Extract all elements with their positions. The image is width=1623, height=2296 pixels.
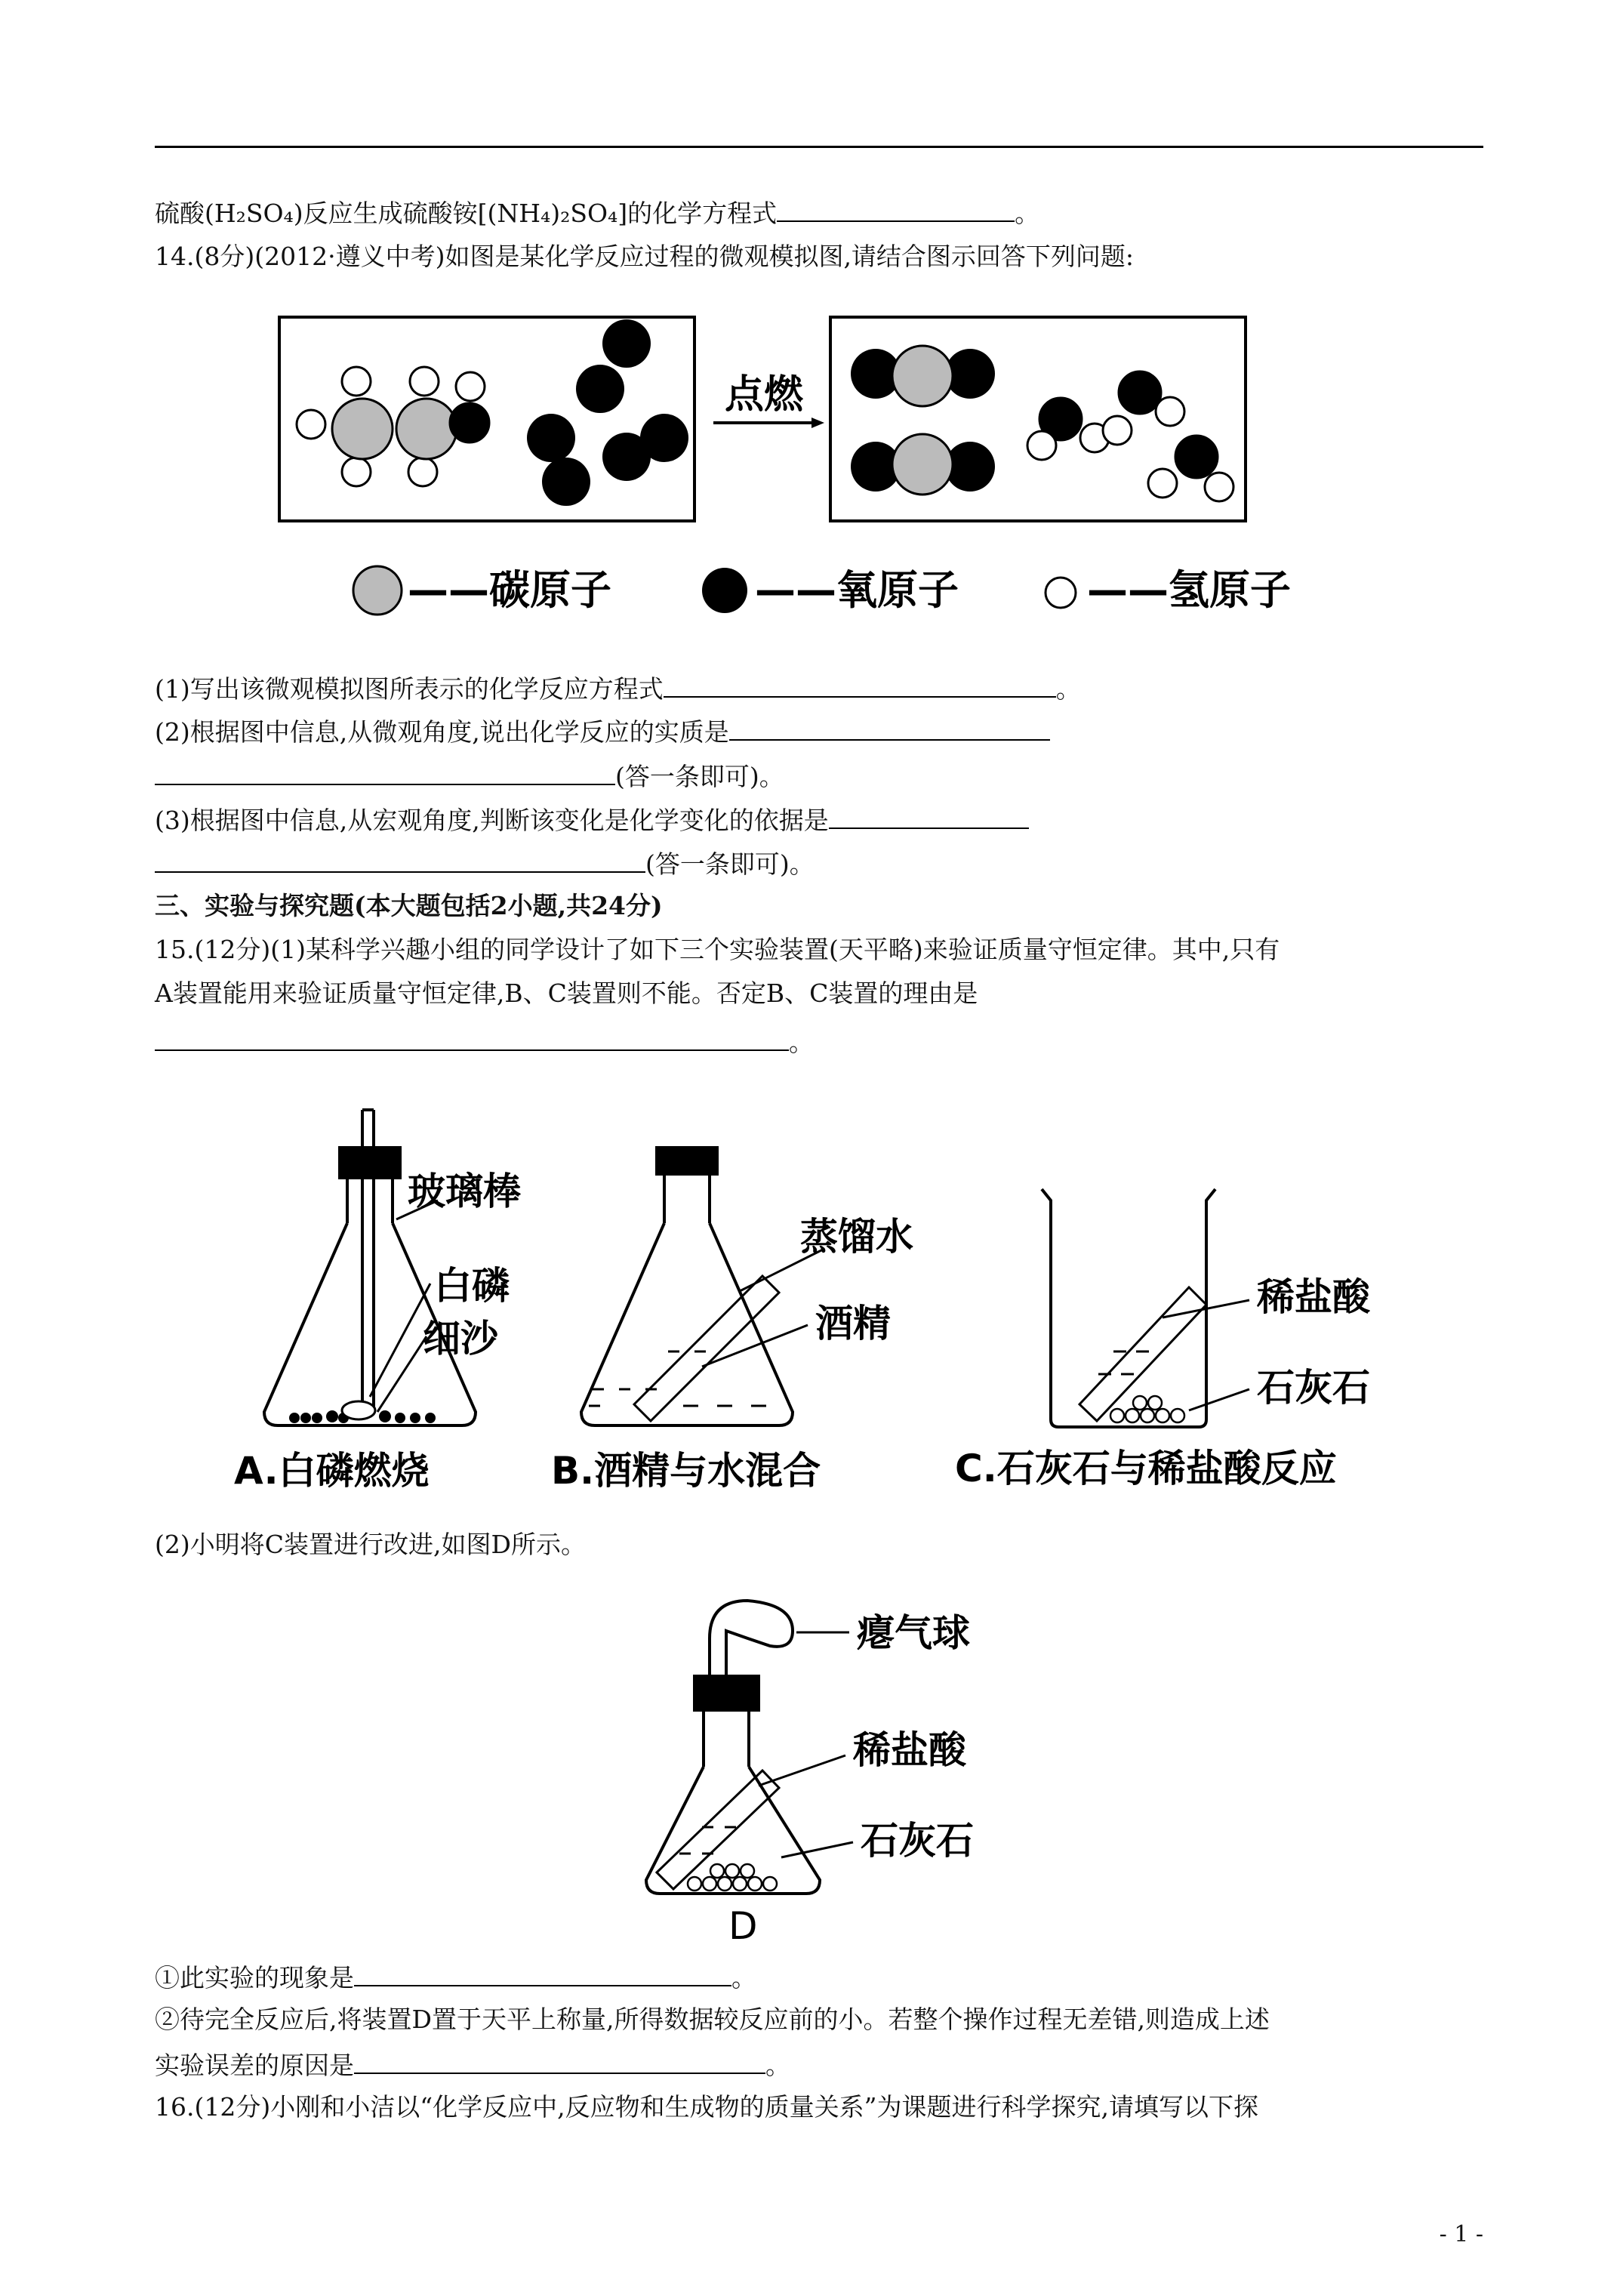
label-hydrochloric-acid: 稀盐酸: [1257, 1275, 1370, 1319]
legend-carbon: ——碳原子: [408, 566, 611, 614]
question-14-1: (1)写出该微观模拟图所表示的化学反应方程式 。: [155, 670, 1081, 706]
answer-blank[interactable]: [354, 2047, 765, 2074]
question-14-2-tail: (答一条即可)。: [155, 758, 784, 794]
answer-blank[interactable]: [777, 195, 1015, 222]
label-limestone: 石灰石: [861, 1819, 974, 1863]
question-14-3: (3)根据图中信息,从宏观角度,判断该变化是化学变化的依据是: [155, 802, 1029, 837]
question-14-3-tail: (答一条即可)。: [155, 846, 815, 881]
answer-blank[interactable]: [155, 1024, 789, 1051]
apparatus-d-liquid: [679, 1827, 736, 1854]
apparatus-c: [1042, 1189, 1215, 1427]
question-15-ii-line-1: ②待完全反应后,将装置D置于天平上称量,所得数据较反应前的小。若整个操作过程无差错,则造成上述: [155, 2005, 1270, 2034]
question-16: 16.(12分)小刚和小洁以“化学反应中,反应物和生成物的质量关系”为课题进行科学探究,请填写以下探: [155, 2092, 1258, 2122]
water-molecules: [1027, 371, 1233, 501]
answer-blank[interactable]: [664, 670, 1056, 698]
legend-carbon-icon: [353, 566, 402, 615]
caption-a: A.白磷燃烧: [234, 1449, 430, 1493]
section-3-title: 三、实验与探究题(本大题包括2小题,共24分): [155, 891, 663, 920]
header-rule: [155, 146, 1483, 148]
label-sand: 细沙: [423, 1317, 498, 1361]
label-hydrochloric-acid: 稀盐酸: [853, 1728, 966, 1772]
question-14-2: (2)根据图中信息,从微观角度,说出化学反应的实质是: [155, 713, 1050, 749]
answer-blank[interactable]: [155, 758, 615, 785]
apparatus-b: [581, 1148, 793, 1425]
apparatus-d-stones: [688, 1864, 777, 1891]
caption-c: C.石灰石与稀盐酸反应: [955, 1447, 1337, 1490]
caption-d: D: [728, 1904, 758, 1948]
co2-molecules: [851, 346, 995, 495]
answer-blank[interactable]: [829, 802, 1029, 829]
question-15-i: ①此实验的现象是 。: [155, 1959, 756, 1995]
methane-molecules: [297, 367, 489, 486]
legend-hydrogen-icon: [1046, 578, 1076, 608]
label-glass-rod: 玻璃棒: [408, 1170, 521, 1213]
page-number: - 1 -: [1439, 2221, 1483, 2248]
apparatus-figure: [211, 1095, 1434, 1502]
legend-oxygen-icon: [702, 568, 747, 613]
question-14-head: 14.(8分)(2012·遵义中考)如图是某化学反应过程的微观模拟图,请结合图示回答下列问题:: [155, 242, 1135, 271]
label-deflated-balloon: 瘪气球: [857, 1611, 970, 1655]
legend-hydrogen: ——氢原子: [1087, 566, 1291, 614]
answer-blank[interactable]: [354, 1959, 731, 1986]
text-line-1: 硫酸(H₂SO₄)反应生成硫酸铵[(NH₄)₂SO₄]的化学方程式 。: [155, 195, 1039, 230]
oxygen-molecules: [527, 319, 688, 506]
question-15-ii-line-2: 实验误差的原因是 。: [155, 2047, 790, 2082]
answer-blank[interactable]: [729, 713, 1050, 741]
arrow-label: 点燃: [725, 372, 804, 418]
white-phosphorus: [342, 1401, 375, 1419]
label-limestone: 石灰石: [1257, 1366, 1370, 1410]
apparatus-c-liquid: [1098, 1351, 1149, 1374]
answer-blank[interactable]: [155, 846, 645, 873]
apparatus-c-stones: [1110, 1396, 1184, 1422]
question-15-line-2: A装置能用来验证质量守恒定律,B、C装置则不能。否定B、C装置的理由是: [155, 978, 978, 1008]
caption-b: B.酒精与水混合: [551, 1449, 821, 1493]
question-15-line-3: 。: [155, 1024, 814, 1059]
apparatus-d-figure: [634, 1586, 1057, 1948]
label-distilled-water: 蒸馏水: [800, 1215, 913, 1259]
question-15-line-1: 15.(12分)(1)某科学兴趣小组的同学设计了如下三个实验装置(天平略)来验证质量守恒定律。其中,只有: [155, 935, 1280, 964]
apparatus-d: [646, 1601, 820, 1894]
legend-oxygen: ——氧原子: [755, 566, 959, 614]
label-white-phosphorus: 白磷: [434, 1264, 510, 1308]
label-alcohol: 酒精: [815, 1302, 891, 1345]
question-15-2: (2)小明将C装置进行改进,如图D所示。: [155, 1530, 586, 1559]
molecule-reaction-figure: [272, 302, 1397, 642]
